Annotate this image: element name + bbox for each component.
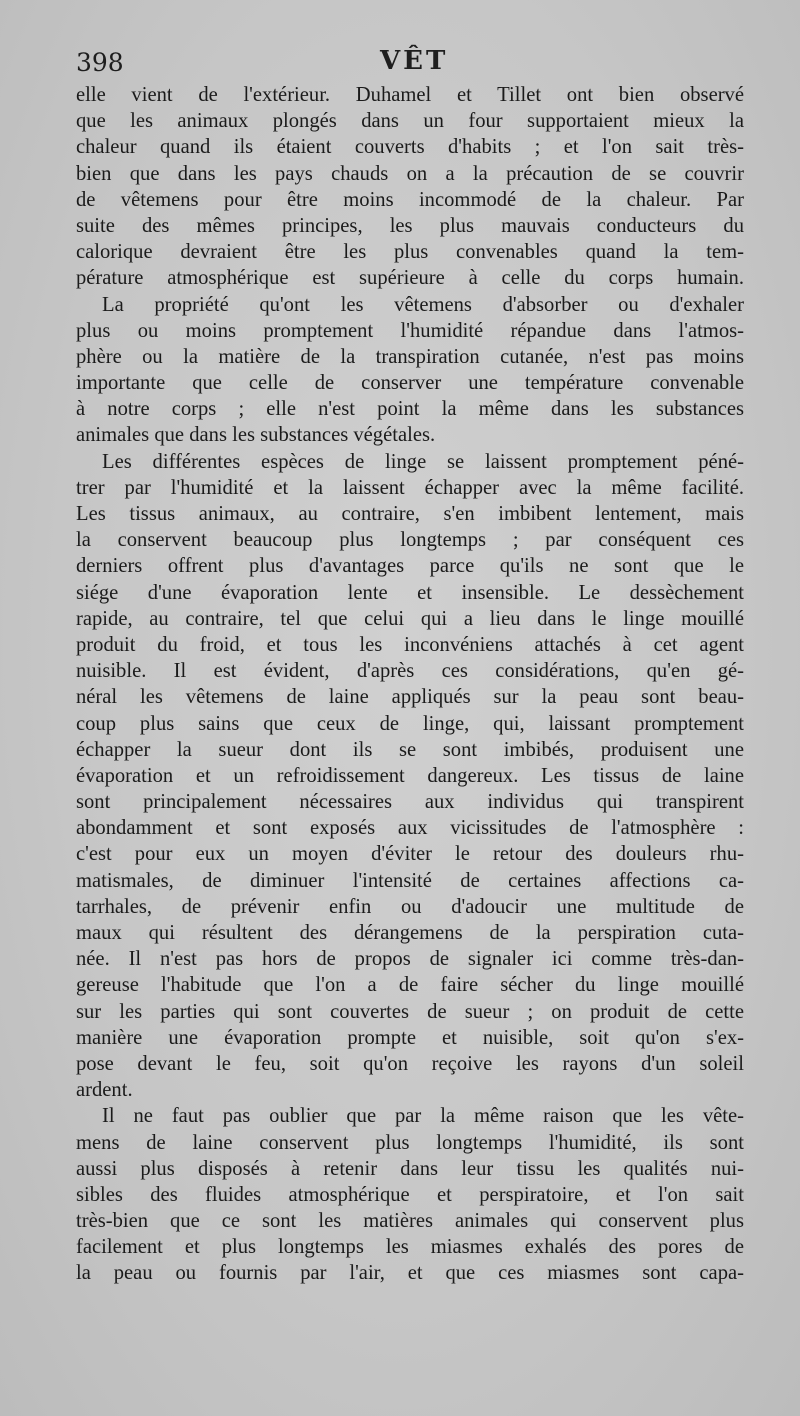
text-line: phère ou la matière de la transpiration cutanée, n'est pas moins: [76, 345, 744, 368]
page-header: [76, 46, 744, 86]
text-line: manière une évaporation prompte et nuisible, soit qu'on s'ex-: [76, 1026, 744, 1049]
text-line: animales que dans les substances végétales.: [76, 424, 436, 447]
text-line: nuisible. Il est évident, d'après ces considérations, qu'en gé-: [76, 660, 744, 683]
text-line: coup plus sains que ceux de linge, qui, laissant promptement: [76, 712, 744, 735]
text-line: La propriété qu'ont les vêtemens d'absorber ou d'exhaler: [102, 293, 744, 316]
text-line: chaleur quand ils étaient couverts d'habits ; et l'on sait très-: [76, 136, 744, 159]
text-line: sur les parties qui sont couvertes de sueur ; on produit de cette: [76, 1000, 744, 1023]
text-line: calorique devraient être les plus convenables quand la tem-: [76, 241, 744, 264]
text-line: trer par l'humidité et la laissent échapper avec la même facilité.: [76, 476, 744, 499]
text-line: maux qui résultent des dérangemens de la perspiration cuta-: [76, 922, 744, 944]
text-line: matismales, de diminuer l'intensité de certaines affections ca-: [76, 869, 744, 892]
text-line: à notre corps ; elle n'est point la même dans les substances: [76, 398, 744, 421]
text-line: néral les vêtemens de laine appliqués sur la peau sont beau-: [76, 686, 744, 709]
text-line: importante que celle de conserver une température convenable: [76, 372, 744, 395]
text-line: échapper la sueur dont ils se sont imbibés, produisent une: [76, 738, 744, 761]
text-line: suite des mêmes principes, les plus mauvais conducteurs du: [76, 214, 744, 237]
text-line: née. Il n'est pas hors de propos de signaler ici comme très-dan-: [76, 948, 744, 971]
text-line: siége d'une évaporation lente et insensible. Le dessèchement: [76, 581, 744, 604]
text-line: c'est pour eux un moyen d'éviter le retour des douleurs rhu-: [76, 843, 744, 866]
text-line: bien que dans les pays chauds on a la précaution de se couvrir: [76, 162, 744, 185]
text-line: pose devant le feu, soit qu'on reçoive les rayons d'un soleil: [76, 1052, 744, 1075]
text-line: elle vient de l'extérieur. Duhamel et Tillet ont bien observé: [76, 84, 744, 106]
text-line: sibles des fluides atmosphérique et perspiratoire, et l'on sait: [76, 1183, 744, 1206]
running-head: VÊT: [380, 46, 449, 76]
text-line: tarrhales, de prévenir enfin ou d'adoucir une multitude de: [76, 895, 744, 918]
text-line: facilement et plus longtemps les miasmes exhalés des pores de: [76, 1236, 744, 1259]
body-text: [76, 82, 744, 1287]
text-line: que les animaux plongés dans un four supportaient mieux la: [76, 110, 744, 133]
text-line: aussi plus disposés à retenir dans leur tissu les qualités nui-: [76, 1157, 744, 1180]
text-line: Les tissus animaux, au contraire, s'en imbibent lentement, mais: [76, 503, 744, 525]
text-line: produit du froid, et tous les inconvéniens attachés à cet agent: [76, 633, 744, 656]
text-line: Les différentes espèces de linge se laissent promptement péné-: [102, 450, 744, 473]
text-line: la conservent beaucoup plus longtemps ; par conséquent ces: [76, 529, 744, 552]
text-line: ardent.: [76, 1079, 133, 1102]
text-line: derniers offrent plus d'avantages parce qu'ils ne sont que le: [76, 555, 744, 578]
text-line: rapide, au contraire, tel que celui qui a lieu dans le linge mouillé: [76, 607, 744, 630]
text-line: abondamment et sont exposés aux vicissitudes de l'atmosphère :: [76, 817, 744, 840]
text-line: très-bien que ce sont les matières animales qui conservent plus: [76, 1210, 744, 1233]
text-line: mens de laine conservent plus longtemps l'humidité, ils sont: [76, 1131, 744, 1154]
text-line: gereuse l'habitude que l'on a de faire sécher du linge mouillé: [76, 974, 744, 997]
text-line: pérature atmosphérique est supérieure à celle du corps humain.: [76, 267, 744, 290]
text-line: évaporation et un refroidissement dangereux. Les tissus de laine: [76, 764, 744, 787]
text-line: de vêtemens pour être moins incommodé de la chaleur. Par: [76, 188, 744, 211]
text-line: la peau ou fournis par l'air, et que ces miasmes sont capa-: [76, 1262, 744, 1285]
text-line: Il ne faut pas oublier que par la même raison que les vête-: [102, 1105, 744, 1128]
page-number: 398: [76, 48, 124, 77]
text-line: sont principalement nécessaires aux individus qui transpirent: [76, 791, 744, 814]
text-line: plus ou moins promptement l'humidité répandue dans l'atmos-: [76, 319, 744, 342]
